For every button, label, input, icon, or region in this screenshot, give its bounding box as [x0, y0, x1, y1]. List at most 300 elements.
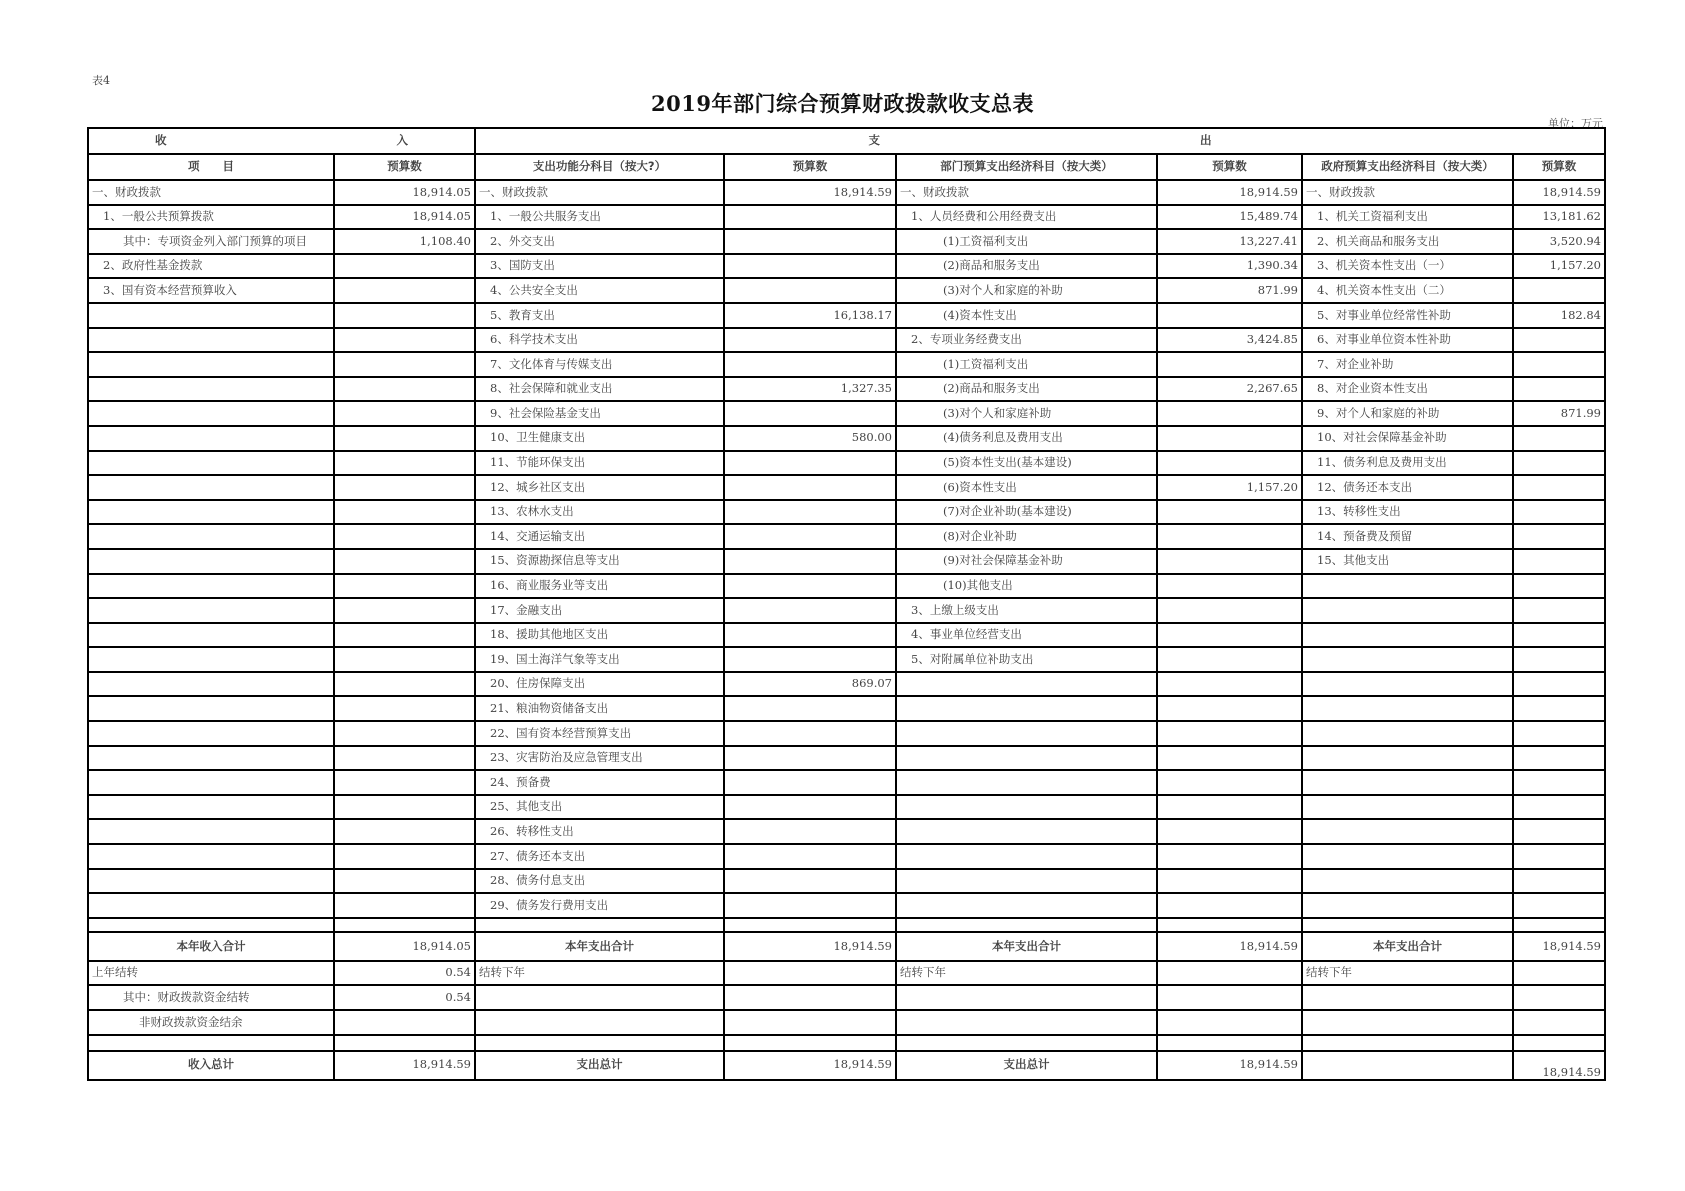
income-item-cell — [88, 844, 334, 869]
income-item-cell — [88, 574, 334, 599]
income-amount-cell — [334, 696, 475, 721]
table-row — [88, 205, 1605, 230]
income-grand-total-label: 收入总计 — [88, 1051, 334, 1080]
table-row — [88, 500, 1605, 525]
table-row — [88, 229, 1605, 254]
func-item-cell: 18、援助其他地区支出 — [475, 623, 724, 648]
gov-econ-item-cell — [1302, 869, 1513, 894]
func-item-cell: 19、国土海洋气象等支出 — [475, 647, 724, 672]
col-header-income-item: 项 目 — [88, 154, 334, 180]
page-title: 2019年部门综合预算财政拨款收支总表 — [651, 91, 1034, 116]
func-amount-cell — [724, 598, 896, 623]
dept-econ-item-cell: (7)对企业补助(基本建设) — [896, 500, 1157, 525]
gov-econ-item-cell — [1302, 795, 1513, 820]
empty-cell — [334, 1010, 475, 1035]
dept-econ-amount-cell: 15,489.74 — [1157, 205, 1302, 230]
gov-econ-amount-cell — [1513, 278, 1605, 303]
func-amount-cell — [724, 574, 896, 599]
dept-econ-item-cell — [896, 672, 1157, 697]
col-header-gov-econ-item: 政府预算支出经济科目（按大类） — [1302, 154, 1513, 180]
income-item-cell: 2、政府性基金拨款 — [88, 254, 334, 279]
dept-econ-item-cell — [896, 795, 1157, 820]
income-item-cell — [88, 770, 334, 795]
income-item-cell — [88, 451, 334, 476]
func-item-cell: 9、社会保险基金支出 — [475, 401, 724, 426]
gov-econ-item-cell — [1302, 623, 1513, 648]
dept-econ-amount-cell — [1157, 869, 1302, 894]
gov-econ-amount-cell — [1513, 770, 1605, 795]
income-amount-cell — [334, 377, 475, 402]
gov-econ-amount-cell — [1513, 819, 1605, 844]
gov-econ-item-cell: 8、对企业资本性支出 — [1302, 377, 1513, 402]
func-amount-cell — [724, 500, 896, 525]
func-item-cell: 17、金融支出 — [475, 598, 724, 623]
section-band-row — [88, 128, 1605, 154]
income-item-cell: 3、国有资本经营预算收入 — [88, 278, 334, 303]
carryover-row — [88, 961, 1605, 986]
dept-econ-amount-cell: 3,424.85 — [1157, 328, 1302, 353]
func-item-cell: 11、节能环保支出 — [475, 451, 724, 476]
gov-econ-item-cell — [1302, 844, 1513, 869]
gov-econ-amount-cell — [1513, 500, 1605, 525]
empty-cell — [896, 918, 1157, 932]
gov-econ-amount-cell — [1513, 426, 1605, 451]
dept-econ-item-cell: (3)对个人和家庭补助 — [896, 401, 1157, 426]
income-amount-cell: 1,108.40 — [334, 229, 475, 254]
empty-cell — [724, 1010, 896, 1035]
func-carry-next-label: 结转下年 — [475, 961, 724, 986]
func-carry-next-value — [724, 961, 896, 986]
dept-econ-item-cell: 一、财政拨款 — [896, 180, 1157, 205]
func-item-cell: 28、债务付息支出 — [475, 869, 724, 894]
income-item-cell — [88, 819, 334, 844]
gov-econ-item-cell: 11、债务利息及费用支出 — [1302, 451, 1513, 476]
gov-econ-item-cell — [1302, 672, 1513, 697]
dept-econ-amount-cell: 871.99 — [1157, 278, 1302, 303]
func-amount-cell — [724, 623, 896, 648]
col-header-dept-econ-item: 部门预算支出经济科目（按大类） — [896, 154, 1157, 180]
income-amount-cell — [334, 623, 475, 648]
dept-year-total-label: 本年支出合计 — [896, 932, 1157, 961]
dept-econ-item-cell: 1、人员经费和公用经费支出 — [896, 205, 1157, 230]
income-amount-cell — [334, 721, 475, 746]
dept-econ-amount-cell: 2,267.65 — [1157, 377, 1302, 402]
income-item-cell — [88, 795, 334, 820]
gov-year-total-label: 本年支出合计 — [1302, 932, 1513, 961]
table-row — [88, 574, 1605, 599]
gov-grand-total-value: 18,914.59 — [1513, 1051, 1605, 1080]
income-item-cell — [88, 721, 334, 746]
func-amount-cell — [724, 352, 896, 377]
gov-econ-item-cell — [1302, 598, 1513, 623]
gov-econ-amount-cell — [1513, 869, 1605, 894]
dept-econ-amount-cell — [1157, 696, 1302, 721]
func-year-total-label: 本年支出合计 — [475, 932, 724, 961]
income-item-cell — [88, 598, 334, 623]
dept-econ-item-cell: 2、专项业务经费支出 — [896, 328, 1157, 353]
dept-econ-amount-cell — [1157, 549, 1302, 574]
income-amount-cell — [334, 746, 475, 771]
table-row — [88, 696, 1605, 721]
gov-econ-amount-cell: 3,520.94 — [1513, 229, 1605, 254]
func-item-cell: 22、国有资本经营预算支出 — [475, 721, 724, 746]
table-row — [88, 844, 1605, 869]
func-item-cell: 26、转移性支出 — [475, 819, 724, 844]
func-item-cell: 10、卫生健康支出 — [475, 426, 724, 451]
dept-econ-item-cell — [896, 721, 1157, 746]
income-amount-cell — [334, 549, 475, 574]
func-item-cell: 2、外交支出 — [475, 229, 724, 254]
empty-cell — [1157, 985, 1302, 1010]
table-row — [88, 328, 1605, 353]
table-row — [88, 426, 1605, 451]
func-item-cell: 7、文化体育与传媒支出 — [475, 352, 724, 377]
dept-econ-item-cell — [896, 893, 1157, 918]
income-year-total-label: 本年收入合计 — [88, 932, 334, 961]
func-item-cell: 8、社会保障和就业支出 — [475, 377, 724, 402]
gov-econ-amount-cell — [1513, 893, 1605, 918]
income-amount-cell — [334, 869, 475, 894]
func-item-cell: 20、住房保障支出 — [475, 672, 724, 697]
gov-econ-amount-cell — [1513, 598, 1605, 623]
gov-econ-item-cell — [1302, 770, 1513, 795]
dept-econ-item-cell — [896, 844, 1157, 869]
table-row — [88, 647, 1605, 672]
gov-econ-amount-cell — [1513, 696, 1605, 721]
income-amount-cell — [334, 451, 475, 476]
func-item-cell: 14、交通运输支出 — [475, 524, 724, 549]
fiscal-carryover-label: 其中：财政拨款资金结转 — [88, 985, 334, 1010]
gov-econ-amount-cell: 1,157.20 — [1513, 254, 1605, 279]
income-item-cell — [88, 524, 334, 549]
table-row — [88, 524, 1605, 549]
dept-econ-amount-cell: 1,390.34 — [1157, 254, 1302, 279]
income-amount-cell — [334, 598, 475, 623]
nonfiscal-balance-label: 非财政拨款资金结余 — [88, 1010, 334, 1035]
func-amount-cell — [724, 229, 896, 254]
income-amount-cell — [334, 672, 475, 697]
income-amount-cell — [334, 303, 475, 328]
func-amount-cell — [724, 401, 896, 426]
gov-econ-item-cell — [1302, 746, 1513, 771]
unit-label: 单位：万元 — [1548, 117, 1603, 130]
empty-cell — [1302, 918, 1513, 932]
table-row — [88, 549, 1605, 574]
gov-econ-amount-cell — [1513, 352, 1605, 377]
dept-econ-amount-cell — [1157, 647, 1302, 672]
func-amount-cell — [724, 254, 896, 279]
gov-econ-amount-cell — [1513, 451, 1605, 476]
gov-econ-item-cell — [1302, 574, 1513, 599]
empty-cell — [1157, 918, 1302, 932]
income-item-cell — [88, 647, 334, 672]
gov-econ-amount-cell — [1513, 623, 1605, 648]
func-amount-cell — [724, 524, 896, 549]
dept-econ-amount-cell — [1157, 303, 1302, 328]
gov-econ-amount-cell — [1513, 672, 1605, 697]
gov-econ-item-cell: 14、预备费及预留 — [1302, 524, 1513, 549]
income-amount-cell — [334, 352, 475, 377]
empty-cell — [896, 1035, 1157, 1051]
func-item-cell: 24、预备费 — [475, 770, 724, 795]
empty-cell — [88, 918, 334, 932]
dept-econ-item-cell: (10)其他支出 — [896, 574, 1157, 599]
func-amount-cell — [724, 795, 896, 820]
table-row — [88, 770, 1605, 795]
table-number: 表4 — [92, 74, 110, 87]
func-amount-cell — [724, 696, 896, 721]
income-amount-cell — [334, 893, 475, 918]
gov-econ-amount-cell — [1513, 377, 1605, 402]
income-amount-cell — [334, 254, 475, 279]
func-item-cell: 13、农林水支出 — [475, 500, 724, 525]
func-amount-cell — [724, 721, 896, 746]
empty-cell — [1157, 1010, 1302, 1035]
fiscal-carryover-value: 0.54 — [334, 985, 475, 1010]
dept-econ-item-cell — [896, 696, 1157, 721]
dept-econ-item-cell — [896, 869, 1157, 894]
income-amount-cell — [334, 426, 475, 451]
dept-carry-next-label: 结转下年 — [896, 961, 1157, 986]
empty-cell — [1513, 985, 1605, 1010]
dept-econ-amount-cell: 1,157.20 — [1157, 475, 1302, 500]
dept-econ-item-cell: 4、事业单位经营支出 — [896, 623, 1157, 648]
func-item-cell: 6、科学技术支出 — [475, 328, 724, 353]
dept-econ-item-cell: (1)工资福利支出 — [896, 352, 1157, 377]
income-item-cell — [88, 746, 334, 771]
dept-econ-amount-cell — [1157, 819, 1302, 844]
income-amount-cell — [334, 475, 475, 500]
func-item-cell: 15、资源勘探信息等支出 — [475, 549, 724, 574]
dept-econ-item-cell — [896, 819, 1157, 844]
gov-econ-item-cell: 15、其他支出 — [1302, 549, 1513, 574]
func-amount-cell — [724, 328, 896, 353]
func-item-cell: 1、一般公共服务支出 — [475, 205, 724, 230]
gov-econ-amount-cell — [1513, 647, 1605, 672]
dept-econ-amount-cell — [1157, 401, 1302, 426]
func-item-cell: 3、国防支出 — [475, 254, 724, 279]
dept-econ-item-cell: (1)工资福利支出 — [896, 229, 1157, 254]
table-row — [88, 278, 1605, 303]
table-row — [88, 352, 1605, 377]
dept-econ-item-cell: (6)资本性支出 — [896, 475, 1157, 500]
gov-carry-next-value — [1513, 961, 1605, 986]
income-item-cell — [88, 672, 334, 697]
empty-cell — [896, 985, 1157, 1010]
gov-econ-item-cell — [1302, 819, 1513, 844]
dept-econ-amount-cell — [1157, 672, 1302, 697]
income-item-cell — [88, 475, 334, 500]
prior-year-carryover-label: 上年结转 — [88, 961, 334, 986]
dept-grand-total-value: 18,914.59 — [1157, 1051, 1302, 1080]
empty-cell — [1302, 985, 1513, 1010]
income-amount-cell — [334, 795, 475, 820]
func-amount-cell: 16,138.17 — [724, 303, 896, 328]
gov-econ-item-cell: 1、机关工资福利支出 — [1302, 205, 1513, 230]
income-item-cell — [88, 401, 334, 426]
income-item-cell — [88, 328, 334, 353]
income-item-cell — [88, 549, 334, 574]
func-amount-cell — [724, 893, 896, 918]
dept-econ-amount-cell — [1157, 893, 1302, 918]
dept-econ-item-cell: (4)资本性支出 — [896, 303, 1157, 328]
table-row — [88, 623, 1605, 648]
dept-econ-item-cell: (9)对社会保障基金补助 — [896, 549, 1157, 574]
col-header-gov-econ-amount: 预算数 — [1513, 154, 1605, 180]
income-item-cell — [88, 377, 334, 402]
gov-econ-item-cell: 13、转移性支出 — [1302, 500, 1513, 525]
dept-econ-item-cell: (2)商品和服务支出 — [896, 377, 1157, 402]
dept-econ-item-cell: (4)债务利息及费用支出 — [896, 426, 1157, 451]
gov-econ-amount-cell — [1513, 795, 1605, 820]
table-row — [88, 451, 1605, 476]
table-row — [88, 598, 1605, 623]
gov-econ-item-cell: 12、债务还本支出 — [1302, 475, 1513, 500]
table-row — [88, 721, 1605, 746]
gov-econ-item-cell: 5、对事业单位经常性补助 — [1302, 303, 1513, 328]
gov-econ-item-cell: 3、机关资本性支出（一） — [1302, 254, 1513, 279]
income-item-cell: 其中：专项资金列入部门预算的项目 — [88, 229, 334, 254]
income-amount-cell — [334, 500, 475, 525]
table-row — [88, 401, 1605, 426]
gov-econ-item-cell — [1302, 696, 1513, 721]
expense-band: 支 出 — [475, 128, 1605, 154]
col-header-dept-econ-amount: 预算数 — [1157, 154, 1302, 180]
empty-cell — [724, 1035, 896, 1051]
dept-carry-next-value — [1157, 961, 1302, 986]
dept-econ-amount-cell — [1157, 352, 1302, 377]
func-item-cell: 21、粮油物资储备支出 — [475, 696, 724, 721]
empty-cell — [475, 985, 724, 1010]
income-item-cell — [88, 352, 334, 377]
blank-row — [88, 1035, 1605, 1051]
gov-econ-item-cell: 7、对企业补助 — [1302, 352, 1513, 377]
func-amount-cell: 18,914.59 — [724, 180, 896, 205]
gov-econ-amount-cell: 13,181.62 — [1513, 205, 1605, 230]
income-amount-cell — [334, 574, 475, 599]
gov-econ-item-cell: 4、机关资本性支出（二） — [1302, 278, 1513, 303]
gov-econ-amount-cell — [1513, 844, 1605, 869]
dept-grand-total-label: 支出总计 — [896, 1051, 1157, 1080]
func-amount-cell — [724, 475, 896, 500]
gov-econ-item-cell — [1302, 721, 1513, 746]
gov-econ-amount-cell — [1513, 524, 1605, 549]
empty-cell — [88, 1035, 334, 1051]
empty-cell — [1302, 1010, 1513, 1035]
year-total-row — [88, 932, 1605, 961]
grand-total-row — [88, 1051, 1605, 1080]
dept-econ-amount-cell: 18,914.59 — [1157, 180, 1302, 205]
income-item-cell — [88, 623, 334, 648]
budget-table — [87, 127, 1606, 1081]
func-amount-cell — [724, 819, 896, 844]
dept-econ-amount-cell — [1157, 746, 1302, 771]
func-amount-cell — [724, 451, 896, 476]
fiscal-carryover-row — [88, 985, 1605, 1010]
gov-year-total-value: 18,914.59 — [1513, 932, 1605, 961]
dept-econ-item-cell — [896, 770, 1157, 795]
empty-cell — [1157, 1035, 1302, 1051]
blank-row — [88, 918, 1605, 932]
dept-econ-item-cell: (3)对个人和家庭的补助 — [896, 278, 1157, 303]
dept-econ-item-cell — [896, 746, 1157, 771]
gov-econ-amount-cell — [1513, 475, 1605, 500]
table-row — [88, 795, 1605, 820]
func-item-cell: 29、债务发行费用支出 — [475, 893, 724, 918]
empty-cell — [334, 918, 475, 932]
income-amount-cell — [334, 401, 475, 426]
table-row — [88, 475, 1605, 500]
dept-econ-amount-cell — [1157, 770, 1302, 795]
column-header-row — [88, 154, 1605, 180]
empty-cell — [1513, 918, 1605, 932]
table-row — [88, 377, 1605, 402]
gov-econ-amount-cell: 18,914.59 — [1513, 180, 1605, 205]
table-row — [88, 893, 1605, 918]
income-amount-cell — [334, 647, 475, 672]
func-item-cell: 一、财政拨款 — [475, 180, 724, 205]
income-amount-cell — [334, 770, 475, 795]
dept-econ-amount-cell — [1157, 426, 1302, 451]
income-year-total-value: 18,914.05 — [334, 932, 475, 961]
income-item-cell: 1、一般公共预算拨款 — [88, 205, 334, 230]
dept-econ-amount-cell — [1157, 451, 1302, 476]
func-amount-cell — [724, 770, 896, 795]
dept-econ-item-cell: (5)资本性支出(基本建设) — [896, 451, 1157, 476]
empty-cell — [475, 1035, 724, 1051]
gov-econ-item-cell: 6、对事业单位资本性补助 — [1302, 328, 1513, 353]
func-amount-cell — [724, 647, 896, 672]
gov-econ-item-cell: 9、对个人和家庭的补助 — [1302, 401, 1513, 426]
income-amount-cell — [334, 524, 475, 549]
func-item-cell: 12、城乡社区支出 — [475, 475, 724, 500]
empty-cell — [475, 918, 724, 932]
income-amount-cell — [334, 844, 475, 869]
income-amount-cell — [334, 278, 475, 303]
empty-cell — [1302, 1035, 1513, 1051]
func-item-cell: 27、债务还本支出 — [475, 844, 724, 869]
func-amount-cell: 869.07 — [724, 672, 896, 697]
table-row — [88, 746, 1605, 771]
dept-econ-item-cell: 5、对附属单位补助支出 — [896, 647, 1157, 672]
empty-cell — [724, 985, 896, 1010]
func-amount-cell: 1,327.35 — [724, 377, 896, 402]
func-item-cell: 23、灾害防治及应急管理支出 — [475, 746, 724, 771]
dept-econ-amount-cell — [1157, 721, 1302, 746]
income-amount-cell — [334, 819, 475, 844]
gov-econ-amount-cell — [1513, 549, 1605, 574]
table-row — [88, 180, 1605, 205]
table-row — [88, 254, 1605, 279]
income-item-cell — [88, 500, 334, 525]
dept-econ-amount-cell — [1157, 795, 1302, 820]
gov-econ-item-cell: 2、机关商品和服务支出 — [1302, 229, 1513, 254]
income-item-cell — [88, 893, 334, 918]
empty-cell — [896, 1010, 1157, 1035]
table-row — [88, 672, 1605, 697]
col-header-func-amount: 预算数 — [724, 154, 896, 180]
func-amount-cell — [724, 205, 896, 230]
func-amount-cell — [724, 746, 896, 771]
gov-econ-amount-cell — [1513, 721, 1605, 746]
income-item-cell: 一、财政拨款 — [88, 180, 334, 205]
func-amount-cell: 580.00 — [724, 426, 896, 451]
dept-econ-item-cell: (8)对企业补助 — [896, 524, 1157, 549]
func-amount-cell — [724, 844, 896, 869]
empty-cell — [724, 918, 896, 932]
gov-econ-amount-cell — [1513, 746, 1605, 771]
func-item-cell: 25、其他支出 — [475, 795, 724, 820]
